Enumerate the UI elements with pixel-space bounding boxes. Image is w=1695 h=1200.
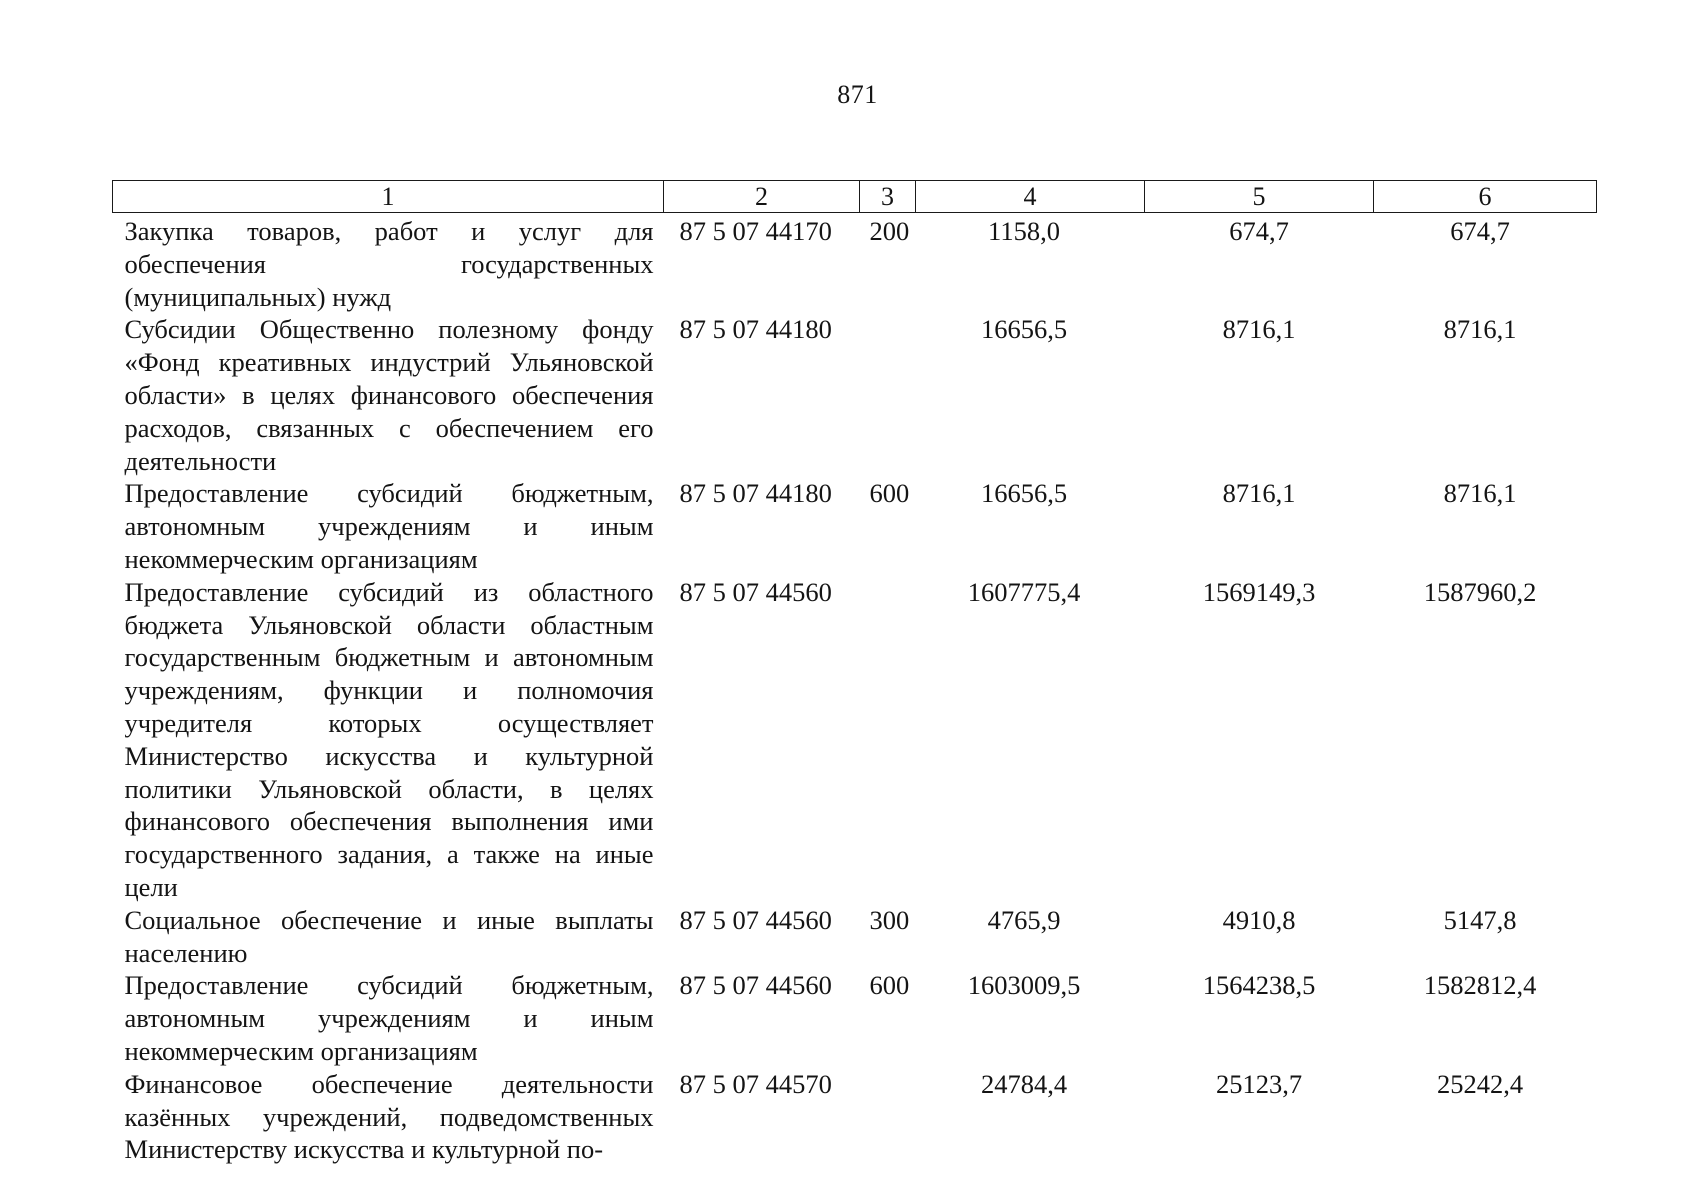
table-row [113,904,1597,970]
row-value-col4: 1607775,4 [967,576,1081,607]
row-target-code: 87 5 07 44180 [679,478,832,509]
table-row [113,313,1597,477]
row-target-code: 87 5 07 44560 [679,904,832,935]
table-row [113,477,1597,575]
row-description: Финансовое обеспечение деятельности казённых учреждений, подведомственных Министерству искусства и культурной по- [124,1068,654,1165]
row-expense-kind: 600 [869,478,910,509]
row-target-code: 87 5 07 44170 [679,216,832,246]
row-value-col5: 8716,1 [1222,478,1296,509]
table-body [113,213,1597,1167]
row-expense-kind [860,576,916,904]
row-description: Социальное обеспечение и иные выплаты населению [124,904,654,968]
row-value-col6: 25242,4 [1436,1068,1524,1099]
row-expense-kind [860,313,916,477]
row-expense-kind: 300 [869,904,910,935]
row-expense-kind: 200 [869,216,910,246]
column-header-3: 3 [860,181,916,213]
column-header-1: 1 [113,181,664,213]
row-value-col5: 8716,1 [1222,314,1296,345]
row-value-col4: 24784,4 [980,1068,1068,1099]
row-value-col4: 16656,5 [980,478,1068,509]
row-target-code: 87 5 07 44570 [679,1068,832,1099]
row-value-col5: 1564238,5 [1202,970,1316,1001]
row-value-col4: 1603009,5 [967,970,1081,1001]
row-value-col6: 1587960,2 [1423,576,1537,607]
column-header-6: 6 [1374,181,1597,213]
table-row [113,1068,1597,1166]
row-expense-kind: 600 [869,970,910,1001]
page-number: 871 [837,80,878,109]
column-header-2: 2 [664,181,860,213]
table-header [113,181,1597,213]
row-value-col5: 1569149,3 [1202,576,1316,607]
table-row [113,213,1597,314]
table-row [113,969,1597,1067]
row-description: Предоставление субсидий бюджетным, автономным учреждениям и иным некоммерческим организациям [124,970,654,1066]
column-header-5: 5 [1145,181,1374,213]
row-value-col6: 8716,1 [1443,314,1517,345]
header-row [113,181,1597,213]
row-value-col4: 16656,5 [980,314,1068,345]
column-header-4: 4 [916,181,1145,213]
row-description: Предоставление субсидий из областного бюджета Ульяновской области областным государственным бюджетным и автономным учреждениям, функции и полномочия учредителя которых осуществляет Министерство искусства и культурной политики Ульяновской области, в целях финансового обеспечения выполнения ими государственного задания, а также на иные цели [124,576,654,902]
row-description: Субсидии Общественно полезному фонду «Фонд креативных индустрий Ульяновской области» в целях финансового обеспечения расходов, связанных с обеспечением его деятельности [124,314,654,476]
row-description: Предоставление субсидий бюджетным, автономным учреждениям и иным некоммерческим организациям [124,478,654,574]
row-value-col5: 4910,8 [1222,904,1296,935]
row-value-col6: 1582812,4 [1423,970,1537,1001]
row-value-col4: 1158,0 [988,216,1060,246]
budget-table [112,180,1597,1166]
table-row [113,576,1597,904]
row-target-code: 87 5 07 44180 [679,314,832,345]
row-value-col5: 25123,7 [1215,1068,1303,1099]
row-value-col6: 8716,1 [1443,478,1517,509]
row-value-col6: 674,7 [1450,216,1510,246]
row-target-code: 87 5 07 44560 [679,970,832,1001]
row-value-col4: 4765,9 [987,904,1061,935]
row-expense-kind [860,1068,916,1166]
row-value-col5: 674,7 [1229,216,1289,246]
row-target-code: 87 5 07 44560 [679,576,832,607]
row-description: Закупка товаров, работ и услуг для обеспечения государственных (муниципальных) нужд [124,216,654,312]
row-value-col6: 5147,8 [1443,904,1517,935]
